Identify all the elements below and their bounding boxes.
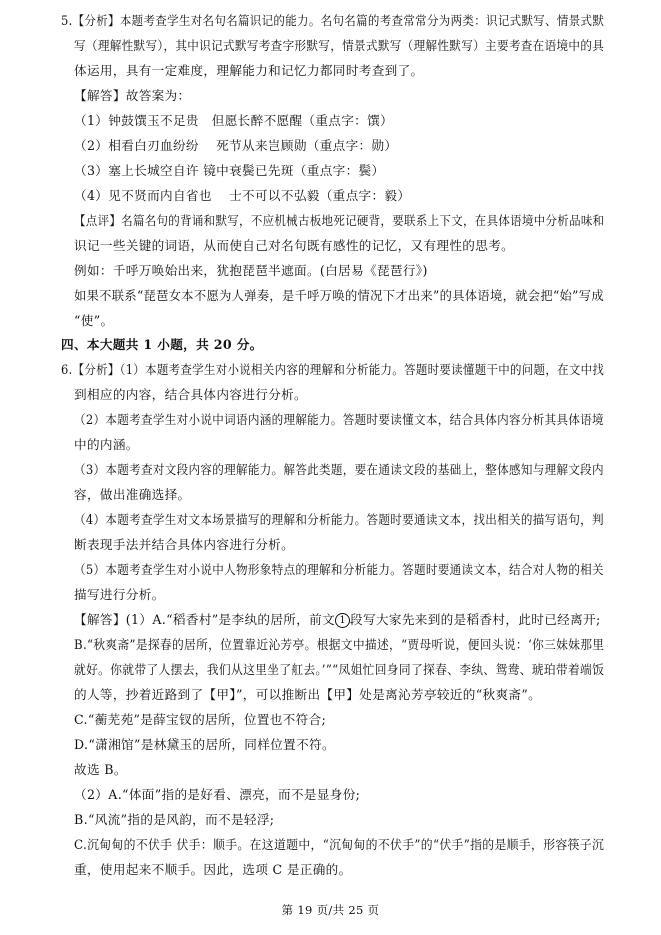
q6-solution-line-11: 重，使用起来不顺手。因此，选项 C 是正确的。 xyxy=(74,862,352,877)
q6-solution-line-3: 就好。你就带了人摆去，我们从这里坐了舡去。’”“凤姐忙回身同了探春、李纨、鸳鸯、琥珀带着端饭 xyxy=(74,662,605,677)
q6-solution-line-1 xyxy=(74,609,601,631)
q6-solution-line-9: B.“风流”指的是风韵，而不是轻浮; xyxy=(74,812,275,827)
q5-answer-1: （1）钟鼓馔玉不足贵 但愿长醉不愿醒（重点字：馔） xyxy=(74,113,394,128)
q5-analysis-line-2: 写（理解性默写），其中识记式默写考查字形默写，情景式默写（理解性默写）主要考查在语境中的具 xyxy=(74,38,605,53)
q6-solution-line-4: 的人等，抄着近路到了【甲】”，可以推断出【甲】处是离沁芳亭较近的“秋爽斋”。 xyxy=(74,687,542,702)
q5-comment-line-4: 如果不联系“琵琶女本不愿为人弹奏，是千呼万唤的情况下才出来”的具体语境，就会把“始”写成 xyxy=(74,288,604,303)
q6-solution-line-7: 故选 B。 xyxy=(74,762,127,777)
q5-answer-3: （3）塞上长城空自许 镜中衰鬓已先斑（重点字：鬓） xyxy=(74,163,385,178)
q6-analysis-line-5: （3）本题考查对文段内容的理解能力。解答此类题，要在通读文段的基础上，整体感知与理解文段内 xyxy=(74,462,604,477)
q6-solution-line-5: C.“蘅芜苑”是薛宝钗的居所，位置也不符合; xyxy=(74,712,327,727)
q6-analysis-line-4: 中的内涵。 xyxy=(74,437,139,452)
q6-solution-line-6: D.“潇湘馆”是林黛玉的居所，同样位置不符。 xyxy=(74,737,335,752)
q6-analysis-line-3: （2）本题考查学生对小说中词语内涵的理解能力。答题时要读懂文本，结合具体内容分析其具体语境 xyxy=(74,412,604,427)
q5-comment-line-1: 【点评】名篇名句的背诵和默写，不应机械古板地死记硬背，要联系上下文，在具体语境中分析品味和 xyxy=(74,213,605,228)
q6-solution-line-2: B.“秋爽斋”是探春的居所，位置靠近沁芳亭。根据文中描述，“贾母听说，便回头说：‘你三妹妹那里 xyxy=(74,637,605,652)
q5-comment-line-5: “使”。 xyxy=(74,313,114,328)
q5-comment-line-2: 识记一些关键的词语，从而使自己对名句既有感性的记忆，又有理性的思考。 xyxy=(74,238,515,253)
q6-solution-text-1b: 段写大家先来到的是稻香村，此时已经离开; xyxy=(350,612,601,627)
q5-answer-4: （4）见不贤而内自省也 士不可以不弘毅（重点字：毅） xyxy=(74,188,411,203)
q6-analysis-line-8: 断表现手法并结合具体内容进行分析。 xyxy=(74,537,295,552)
q5-analysis-line-1 xyxy=(61,10,605,32)
circled-number: 1 xyxy=(335,613,350,628)
q5-answer-2: （2）相看白刃血纷纷 死节从来岂顾勋（重点字：勋） xyxy=(74,138,398,153)
q6-analysis-line-1: 6.【分析】（1）本题考查学生对小说相关内容的理解和分析能力。答题时要读懂题干中的问题，在文中找 xyxy=(61,362,605,377)
section-heading: 四、本大题共 1 小题，共 20 分。 xyxy=(61,337,263,352)
q6-analysis-line-9: （5）本题考查学生对小说中人物形象特点的理解和分析能力。答题时要通读文本，结合对人物的相关 xyxy=(74,562,604,577)
q5-comment-line-3: 例如：千呼万唤始出来，犹抱琵琶半遮面。(白居易《琵琶行》) xyxy=(74,263,428,278)
q5-answer-heading: 【解答】故答案为： xyxy=(74,88,191,103)
q6-analysis-line-10: 描写进行分析。 xyxy=(74,587,165,602)
q6-analysis-line-6: 容，做出准确选择。 xyxy=(74,487,191,502)
q6-analysis-line-2: 到相应的内容，结合具体内容进行分析。 xyxy=(74,387,307,402)
page-footer: 第 19 页/共 25 页 xyxy=(281,903,380,917)
q6-solution-text-1a: 【解答】(1）A.“稻香村”是李纨的居所，前文 xyxy=(74,612,336,627)
q5-analysis-line-3: 体运用，具有一定难度，理解能力和记忆力都同时考查到了。 xyxy=(74,63,424,78)
q6-analysis-line-7: （4）本题考查学生对文本场景描写的理解和分析能力。答题时要通读文本，找出相关的描写语句，判 xyxy=(74,512,604,527)
q5-analysis-text-1: 5.【分析】本题考查学生对名句名篇识记的能力。名句名篇的考查常常分为两类：识记式默写、情景式默 xyxy=(61,13,605,28)
q6-solution-line-8: （2）A.“体面”指的是好看、漂亮，而不是显身份; xyxy=(74,787,361,802)
q6-solution-line-10: C.沉甸甸的不伏手 伏手：顺手。在这道题中，“沉甸甸的不伏手”的“伏手”指的是顺手，形容筷子沉 xyxy=(74,837,605,852)
